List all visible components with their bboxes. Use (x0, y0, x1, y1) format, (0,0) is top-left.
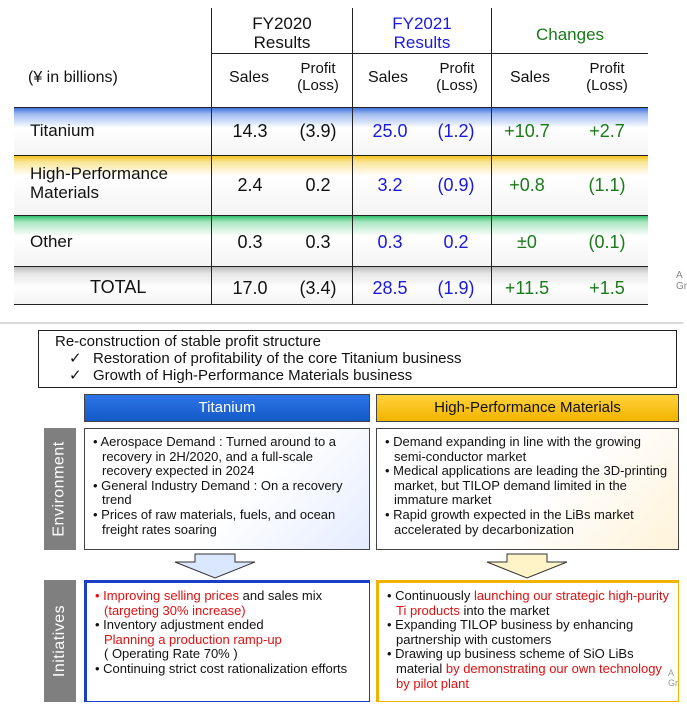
subheader-profit: Profit (Loss) (436, 60, 478, 94)
titanium-environment-panel (84, 428, 370, 550)
cell-value: (1.1) (588, 175, 626, 195)
cell-value: +11.5 (504, 278, 550, 298)
subheader-profit: Profit (Loss) (586, 60, 628, 94)
results-table (14, 8, 648, 305)
subheader-sales: Sales (367, 69, 409, 86)
header-changes: Changes (535, 25, 605, 44)
bullet-item: • Demand expanding in line with the growing semi-conductor market (385, 434, 642, 464)
bullet-item: • Improving selling prices and sales mix (targeting 30% increase) (95, 588, 323, 618)
cell-value: 0.3 (377, 232, 403, 252)
cell-value: 0.3 (237, 232, 263, 252)
header-fy2021: FY2021 Results (392, 14, 452, 52)
bullet-subline: ( Operating Rate 70% ) (104, 646, 238, 662)
cell-value: 3.2 (377, 175, 403, 195)
cell-value: (0.1) (588, 232, 626, 252)
row-label-total: TOTAL (90, 277, 147, 297)
cell-value: 25.0 (372, 121, 408, 141)
down-arrow-icon (482, 553, 572, 579)
row-label-titanium: Titanium (30, 121, 95, 140)
cell-value: 17.0 (232, 278, 268, 298)
row-label-environment: Environment (44, 428, 76, 550)
cell-value: +10.7 (504, 121, 550, 141)
cell-value: 14.3 (232, 121, 268, 141)
cell-value: (0.9) (437, 175, 475, 195)
cell-value: 0.2 (305, 175, 331, 195)
cell-value: 28.5 (372, 278, 408, 298)
cell-value: (3.4) (299, 278, 337, 298)
subheader-profit: Profit (Loss) (297, 60, 339, 94)
titanium-initiatives-panel (84, 580, 370, 702)
subheader-sales: Sales (228, 69, 270, 86)
bullet-subline: Planning a production ramp-up (104, 631, 282, 647)
section-divider (0, 322, 683, 324)
hpm-initiatives-panel (376, 580, 679, 702)
check-item: ✓ Growth of High-Performance Materials business (69, 367, 413, 384)
column-header-titanium: Titanium (84, 394, 370, 422)
check-icon: ✓ (69, 350, 82, 367)
subheader-sales: Sales (509, 69, 551, 86)
cell-value: (1.9) (437, 278, 475, 298)
bullet-item: • Inventory adjustment ended (95, 617, 264, 633)
bullet-item: • Rapid growth expected in the LiBs market accelerated by decarbonization (385, 506, 634, 537)
header-fy2020: FY2020 Results (252, 14, 312, 52)
check-item: ✓ Restoration of profitability of the core Titanium business (69, 350, 462, 367)
cell-value: (1.2) (437, 121, 475, 141)
bullet-item: • Continuing strict cost rationalization efforts (95, 660, 348, 676)
corner-mark: A Gr (668, 668, 678, 688)
cell-value: +0.8 (509, 175, 545, 195)
cell-value: +2.7 (589, 121, 625, 141)
cell-value: +1.5 (589, 278, 625, 298)
cell-value: ±0 (517, 232, 537, 252)
strategy-headline-box (38, 330, 677, 388)
column-header-hpm: High-Performance Materials (376, 394, 679, 422)
cell-value: (3.9) (299, 121, 337, 141)
cell-value: 0.3 (305, 232, 331, 252)
bullet-item: • General Industry Demand : On a recovery trend (93, 477, 343, 508)
bullet-item: • Aerospace Demand : Turned around to a recovery in 2H/2020, and a full-scale recovery expected in 2024 (93, 434, 337, 479)
check-icon: ✓ (69, 367, 82, 384)
row-label-hpm: High-Performance Materials (30, 164, 168, 202)
row-label-initiatives: Initiatives (44, 580, 76, 702)
bullet-item: • Medical applications are leading the 3D-printing market, but TILOP demand limited in the immature market (385, 463, 668, 508)
bullet-item: • Prices of raw materials, fuels, and ocean freight rates soaring (93, 506, 336, 537)
cell-value: 0.2 (443, 232, 469, 252)
units-label: (¥ in billions) (28, 69, 118, 86)
row-label-other: Other (30, 232, 73, 251)
bullet-item: • Drawing up business scheme of SiO LiBs material by demonstrating our own technology by pilot plant (387, 646, 662, 691)
cell-value: 2.4 (237, 175, 263, 195)
hpm-environment-panel (376, 428, 679, 550)
corner-mark: A Gr (676, 270, 687, 292)
strategy-headline: Re-construction of stable profit structure (55, 333, 321, 350)
bullet-item: • Continuously launching our strategic high-purity Ti products into the market (387, 588, 670, 618)
down-arrow-icon (170, 553, 260, 579)
bullet-item: • Expanding TILOP business by enhancing partnership with customers (387, 617, 634, 647)
